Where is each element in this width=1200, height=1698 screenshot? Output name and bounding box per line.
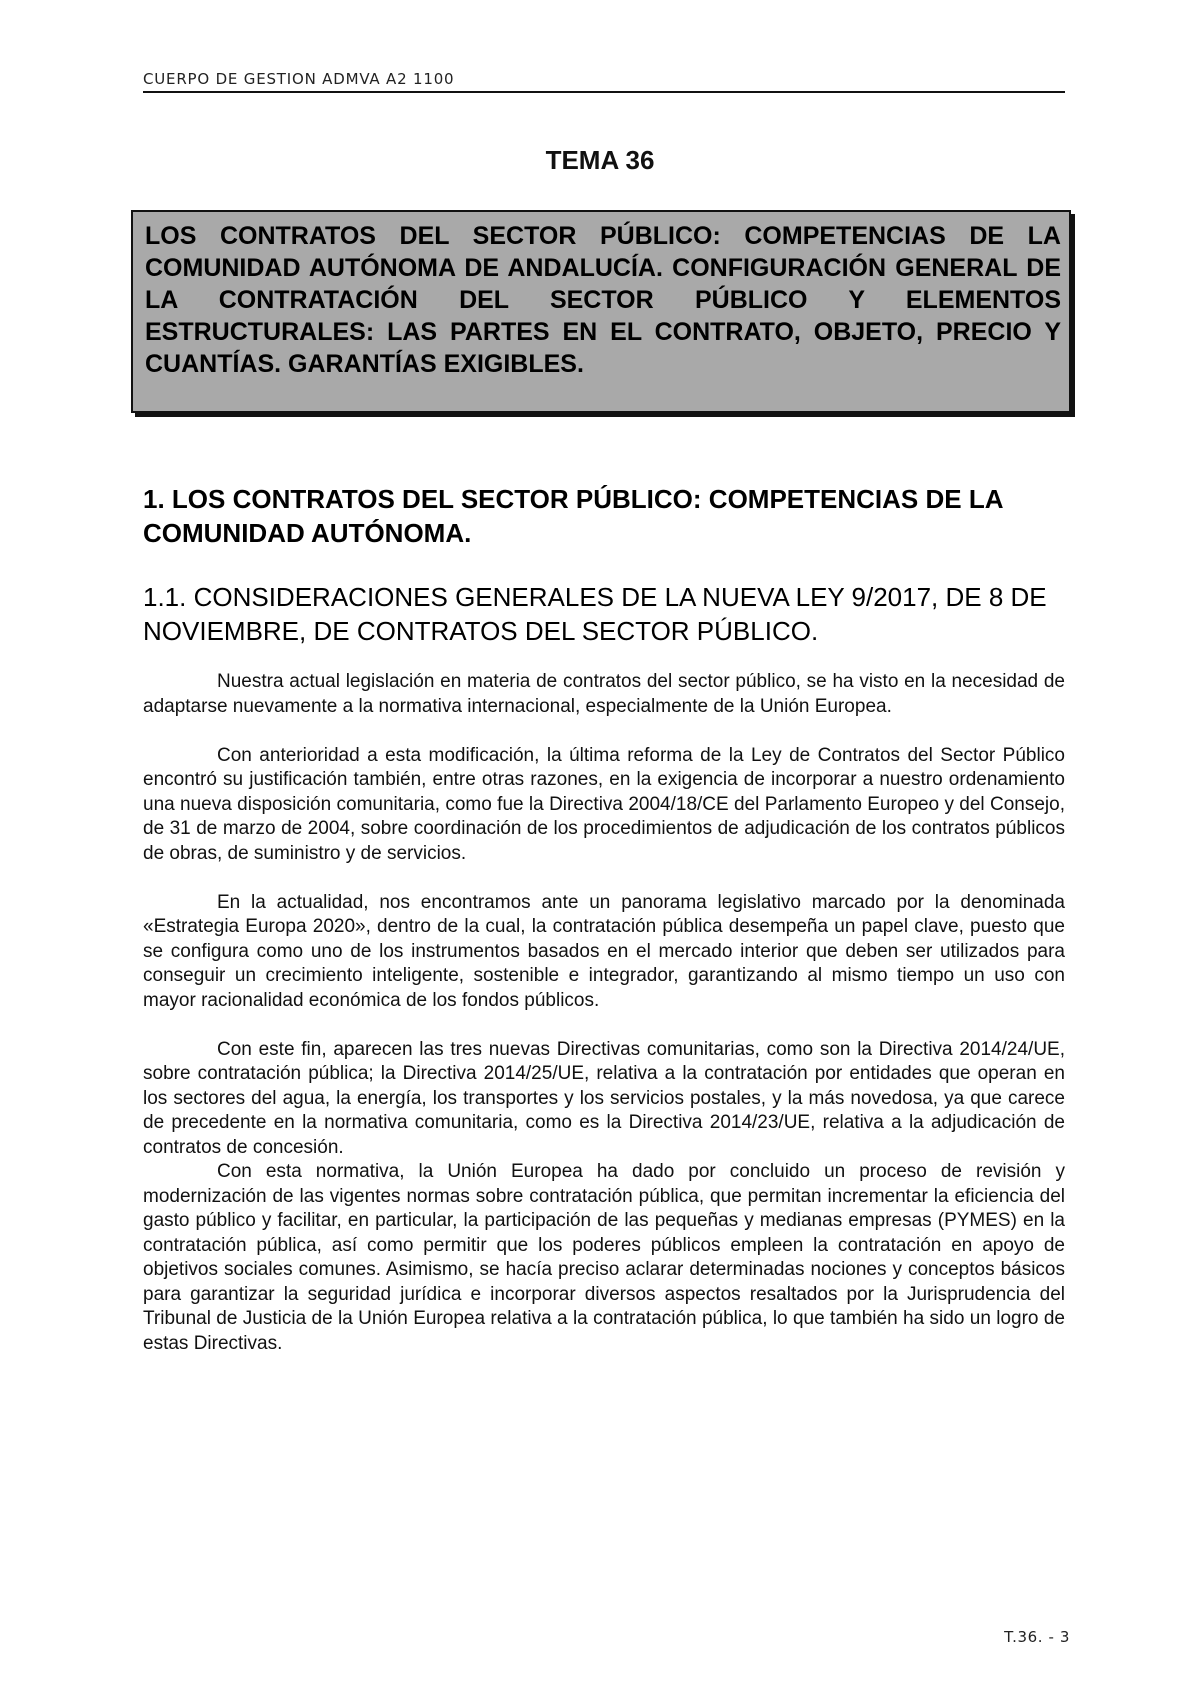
section-1-1-heading: 1.1. CONSIDERACIONES GENERALES DE LA NUEVA LEY 9/2017, DE 8 DE NOVIEMBRE, DE CONTRATOS DEL SECTOR PÚBLICO.: [143, 582, 1047, 646]
tema-label: TEMA 36: [545, 145, 655, 175]
paragraph: Con anterioridad a esta modificación, la última reforma de la Ley de Contratos del Sector Público encontró su justificación también, entre otras razones, en la exigencia de incorporar a nuestro ordenamiento una nueva disposición comunitaria, como fue la Directiva 2004/18/CE del Parlamento Europeo y del Consejo, de 31 de marzo de 2004, sobre coordinación de los procedimientos de adjudicación de los contratos públicos de obras, de suministro y de servicios.: [143, 744, 1065, 864]
paragraph: Nuestra actual legislación en materia de contratos del sector público, se ha visto en la necesidad de adaptarse nuevamente a la normativa internacional, especialmente de la Unión Europea.: [143, 671, 1065, 717]
paragraph: En la actualidad, nos encontramos ante un panorama legislativo marcado por la denominada «Estrategia Europa 2020», dentro de la cual, la contratación pública desempeña un papel clave, puesto que se configura como uno de los instrumentos basados en el mercado interior que deben ser utilizados para conseguir un crecimiento inteligente, sostenible e integrador, garantizando al mismo tiempo un uso con mayor racionalidad económica de los fondos públicos.: [143, 891, 1065, 1011]
running-header: CUERPO DE GESTION ADMVA A2 1100: [143, 70, 1065, 93]
page-number: T.36. - 3: [1004, 1628, 1070, 1646]
paragraph: Con este fin, aparecen las tres nuevas Directivas comunitarias, como son la Directiva 2014/24/UE, sobre contratación pública; la Directiva 2014/25/UE, relativa a la contratación por entidades que operan en los sectores del agua, la energía, los transportes y los servicios postales, y la más novedosa, ya que carece de precedente en la normativa comunitaria, como es la Directiva 2014/23/UE, relativa a la adjudicación de contratos de concesión.: [143, 1038, 1065, 1158]
section-1-heading: 1. LOS CONTRATOS DEL SECTOR PÚBLICO: COMPETENCIAS DE LA COMUNIDAD AUTÓNOMA.: [143, 484, 1003, 548]
title-box: [131, 210, 1071, 413]
paragraph: Con esta normativa, la Unión Europea ha dado por concluido un proceso de revisión y modernización de las vigentes normas sobre contratación pública, que permitan incrementar la eficiencia del gasto público y facilitar, en particular, la participación de las pequeñas y medianas empresas (PYMES) en la contratación pública, así como permitir que los poderes públicos empleen la contratación en apoyo de objetivos sociales comunes. Asimismo, se hacía preciso aclarar determinadas nociones y conceptos básicos para garantizar la seguridad jurídica e incorporar diversos aspectos resaltados por la Jurisprudencia del Tribunal de Justicia de la Unión Europea relativa a la contratación pública, lo que también ha sido un logro de estas Directivas.: [143, 1161, 1065, 1354]
body-text: [143, 670, 1065, 1356]
title-box-text: LOS CONTRATOS DEL SECTOR PÚBLICO: COMPETENCIAS DE LA COMUNIDAD AUTÓNOMA DE ANDALUCÍA. CONFIGURACIÓN GENERAL DE LA CONTRATACIÓN DEL SECTOR PÚBLICO Y ELEMENTOS ESTRUCTURALES: LAS PARTES EN EL CONTRATO, OBJETO, PRECIO Y CUANTÍAS. GARANTÍAS EXIGIBLES.: [145, 222, 1061, 378]
